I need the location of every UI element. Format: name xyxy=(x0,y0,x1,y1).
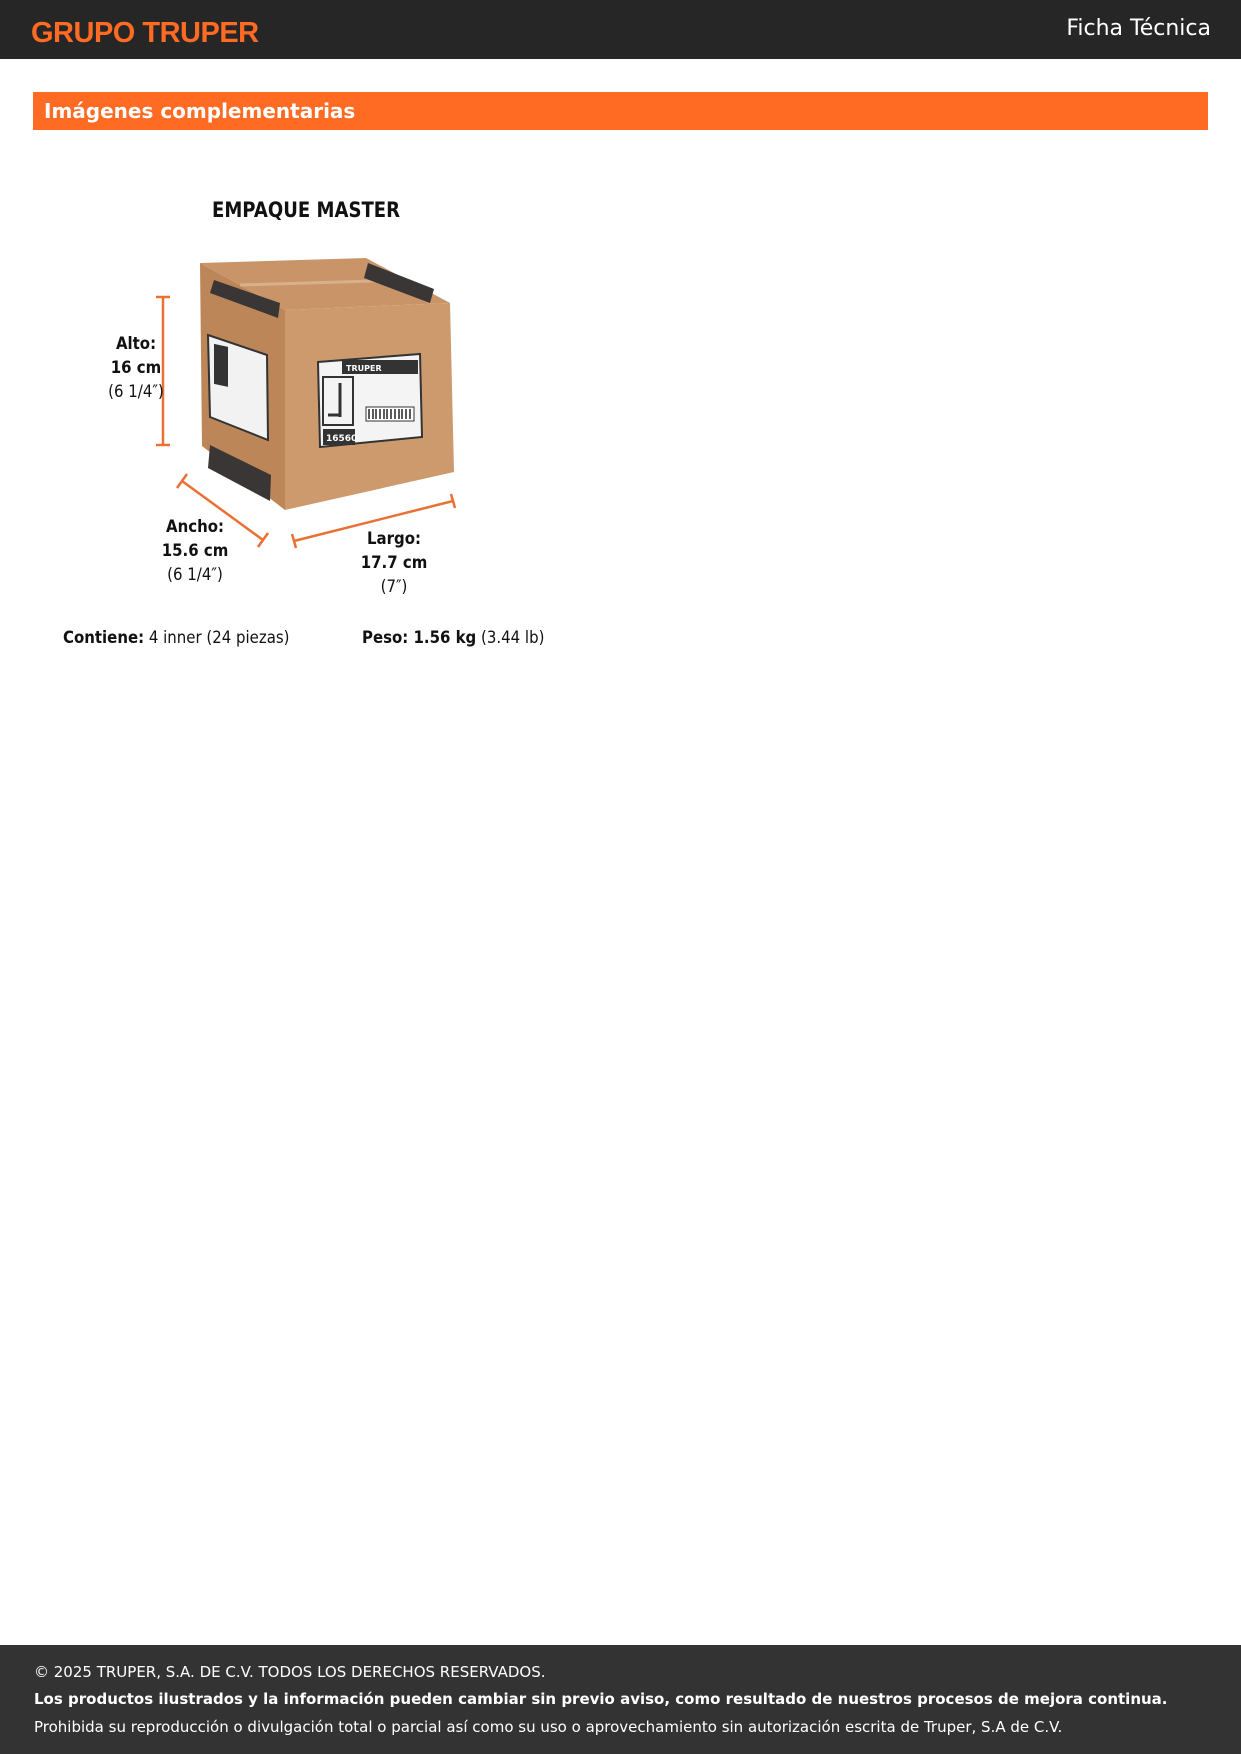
page-footer xyxy=(0,1645,1241,1754)
section-header xyxy=(33,92,1208,130)
alto-caption: Alto: xyxy=(115,334,157,354)
largo-metric: 17.7 cm xyxy=(360,553,428,573)
contiene-value: 4 inner (24 piezas) xyxy=(144,628,290,648)
figure-title: EMPAQUE MASTER xyxy=(212,198,401,222)
largo-caption: Largo: xyxy=(367,529,421,549)
peso-imperial: (3.44 lb) xyxy=(476,628,545,648)
footer-copyright: © 2025 TRUPER, S.A. DE C.V. TODOS LOS DERECHOS RESERVADOS. xyxy=(34,1663,546,1681)
contiene-label: Contiene: xyxy=(63,628,145,648)
master-box-illustration xyxy=(50,185,570,660)
alto-metric: 16 cm xyxy=(110,358,162,378)
largo-label xyxy=(345,527,444,599)
page-header xyxy=(0,0,1241,59)
footer-notice: Los productos ilustrados y la información pueden cambiar sin previo aviso, como resultado de nuestros procesos de mejora continua. xyxy=(34,1690,1168,1708)
box-label-brand: TRUPER xyxy=(346,364,382,373)
peso-label: Peso: xyxy=(362,628,409,648)
ancho-label xyxy=(146,515,245,587)
document-title: Ficha Técnica xyxy=(1066,16,1211,41)
alto-label xyxy=(87,332,186,404)
box-label-code: 16560 xyxy=(326,434,358,444)
footer-legal: Prohibida su reproducción o divulgación total o parcial así como su uso o aprovechamiento sin autorización escrita de Truper, S.A de C.V. xyxy=(34,1718,1063,1736)
ancho-metric: 15.6 cm xyxy=(161,541,229,561)
contiene-info xyxy=(63,626,290,650)
ancho-caption: Ancho: xyxy=(165,517,224,537)
peso-metric: 1.56 kg xyxy=(408,628,477,648)
largo-imperial: (7″) xyxy=(380,577,408,597)
section-title: Imágenes complementarias xyxy=(44,99,356,123)
alto-imperial: (6 1/4″) xyxy=(108,382,164,402)
master-package-figure xyxy=(50,185,570,660)
ancho-imperial: (6 1/4″) xyxy=(167,565,223,585)
brand-logo: GRUPO TRUPER xyxy=(31,17,259,49)
peso-info xyxy=(362,626,544,650)
